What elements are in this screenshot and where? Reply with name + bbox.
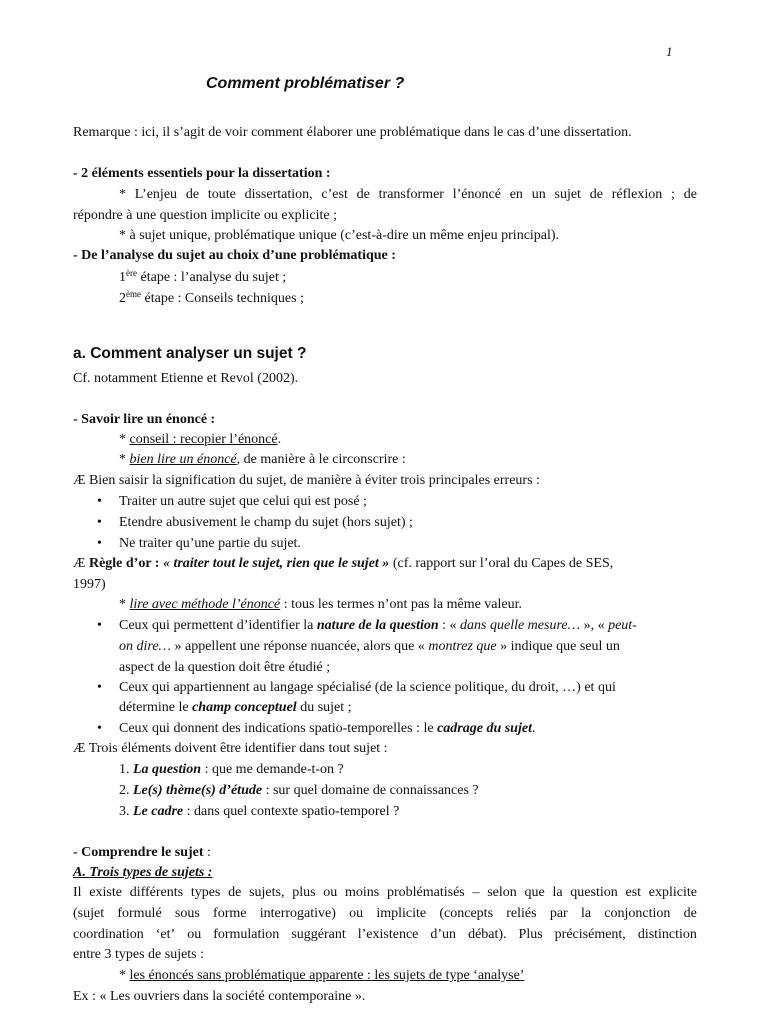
bullet-icon: •: [97, 536, 102, 551]
savoir-lire-item-1: * conseil : recopier l’énoncé.: [119, 432, 282, 447]
remark-line: Remarque : ici, il s’agit de voir comment élaborer une problématique dans le cas d’une dissertation.: [73, 125, 632, 140]
error-bullet-2: • Etendre abusivement le champ du sujet (hors sujet) ;: [119, 513, 697, 533]
signification-line: Æ Bien saisir la signification du sujet, de manière à éviter trois principales erreurs :: [73, 473, 540, 488]
types-subheading: A. Trois types de sujets :: [73, 865, 213, 880]
trois-elements-intro: Æ Trois éléments doivent être identifier dans tout sujet :: [73, 741, 388, 756]
regle-or-line-2: 1997): [73, 577, 106, 592]
essentials-point-2: * à sujet unique, problématique unique (c’est-à-dire un même enjeu principal).: [119, 228, 560, 243]
analysis-heading: - De l’analyse du sujet au choix d’une problématique :: [73, 248, 396, 263]
essentials-heading: - 2 éléments essentiels pour la dissertation :: [73, 166, 331, 181]
types-paragraph-line-4: entre 3 types de sujets :: [73, 947, 205, 962]
nature-bullet-line-2: on dire… » appellent une réponse nuancée, alors que « montrez que » indique que seul un: [119, 639, 620, 654]
essentials-point-1-line-1: * L’enjeu de toute dissertation, c’est de transformer l’énoncé en un sujet de réflexion ; de: [119, 187, 697, 202]
bullet-icon: •: [97, 680, 102, 695]
methode-line: * lire avec méthode l’énoncé : tous les termes n’ont pas la même valeur.: [119, 597, 523, 612]
langage-bullet-line-2: détermine le champ conceptuel du sujet ;: [119, 700, 352, 715]
error-bullet-1: • Traiter un autre sujet que celui qui est posé ;: [119, 492, 697, 512]
element-cadre: 3. Le cadre : dans quel contexte spatio-temporel ?: [119, 804, 400, 819]
savoir-lire-item-2: * bien lire un énoncé, de manière à le circonscrire :: [119, 452, 406, 467]
cadrage-bullet: • Ceux qui donnent des indications spatio-temporelles : le cadrage du sujet.: [119, 719, 697, 739]
element-question: 1. La question : que me demande-t-on ?: [119, 762, 344, 777]
langage-bullet-line-1: • Ceux qui appartiennent au langage spécialisé (de la science politique, du droit, …) et qui: [119, 678, 697, 698]
nature-bullet-line-1: • Ceux qui permettent d’identifier la nature de la question : « dans quelle mesure… », « peut-: [119, 616, 697, 636]
bullet-icon: •: [97, 618, 102, 633]
page-number: 1: [666, 44, 673, 59]
types-paragraph-line-3: coordination ‘et’ ou formulation suggérant l’existence d’un débat). Plus précisément, distinction: [73, 927, 697, 942]
page-title: Comment problématiser ?: [206, 75, 405, 92]
comprendre-heading: - Comprendre le sujet :: [73, 845, 211, 860]
error-bullet-3: • Ne traiter qu’une partie du sujet.: [119, 534, 697, 554]
types-paragraph-line-1: Il existe différents types de sujets, plus ou moins problématisés – selon que la question est explicite: [73, 885, 697, 900]
section-a-reference: Cf. notamment Etienne et Revol (2002).: [73, 371, 299, 386]
bullet-icon: •: [97, 721, 102, 736]
example-line: Ex : « Les ouvriers dans la société contemporaine ».: [73, 989, 366, 1004]
section-a-heading: a. Comment analyser un sujet ?: [73, 345, 307, 362]
step-1: 1ère étape : l’analyse du sujet ;: [119, 268, 287, 285]
types-paragraph-line-2: (sujet formulé sous forme interrogative) ou implicite (concepts reliés par la conjonction de: [73, 906, 697, 921]
type-1-line: * les énoncés sans problématique apparente : les sujets de type ‘analyse’: [119, 968, 525, 983]
element-theme: 2. Le(s) thème(s) d’étude : sur quel domaine de connaissances ?: [119, 783, 479, 798]
essentials-point-1-line-2: répondre à une question implicite ou explicite ;: [73, 208, 337, 223]
nature-bullet-line-3: aspect de la question doit être étudié ;: [119, 660, 331, 675]
step-2: 2ème étape : Conseils techniques ;: [119, 289, 304, 306]
bullet-icon: •: [97, 494, 102, 509]
savoir-lire-heading: - Savoir lire un énoncé :: [73, 412, 216, 427]
regle-or-line-1: Æ Règle d’or : « traiter tout le sujet, rien que le sujet » (cf. rapport sur l’oral du Capes de SES,: [73, 556, 614, 571]
bullet-icon: •: [97, 515, 102, 530]
